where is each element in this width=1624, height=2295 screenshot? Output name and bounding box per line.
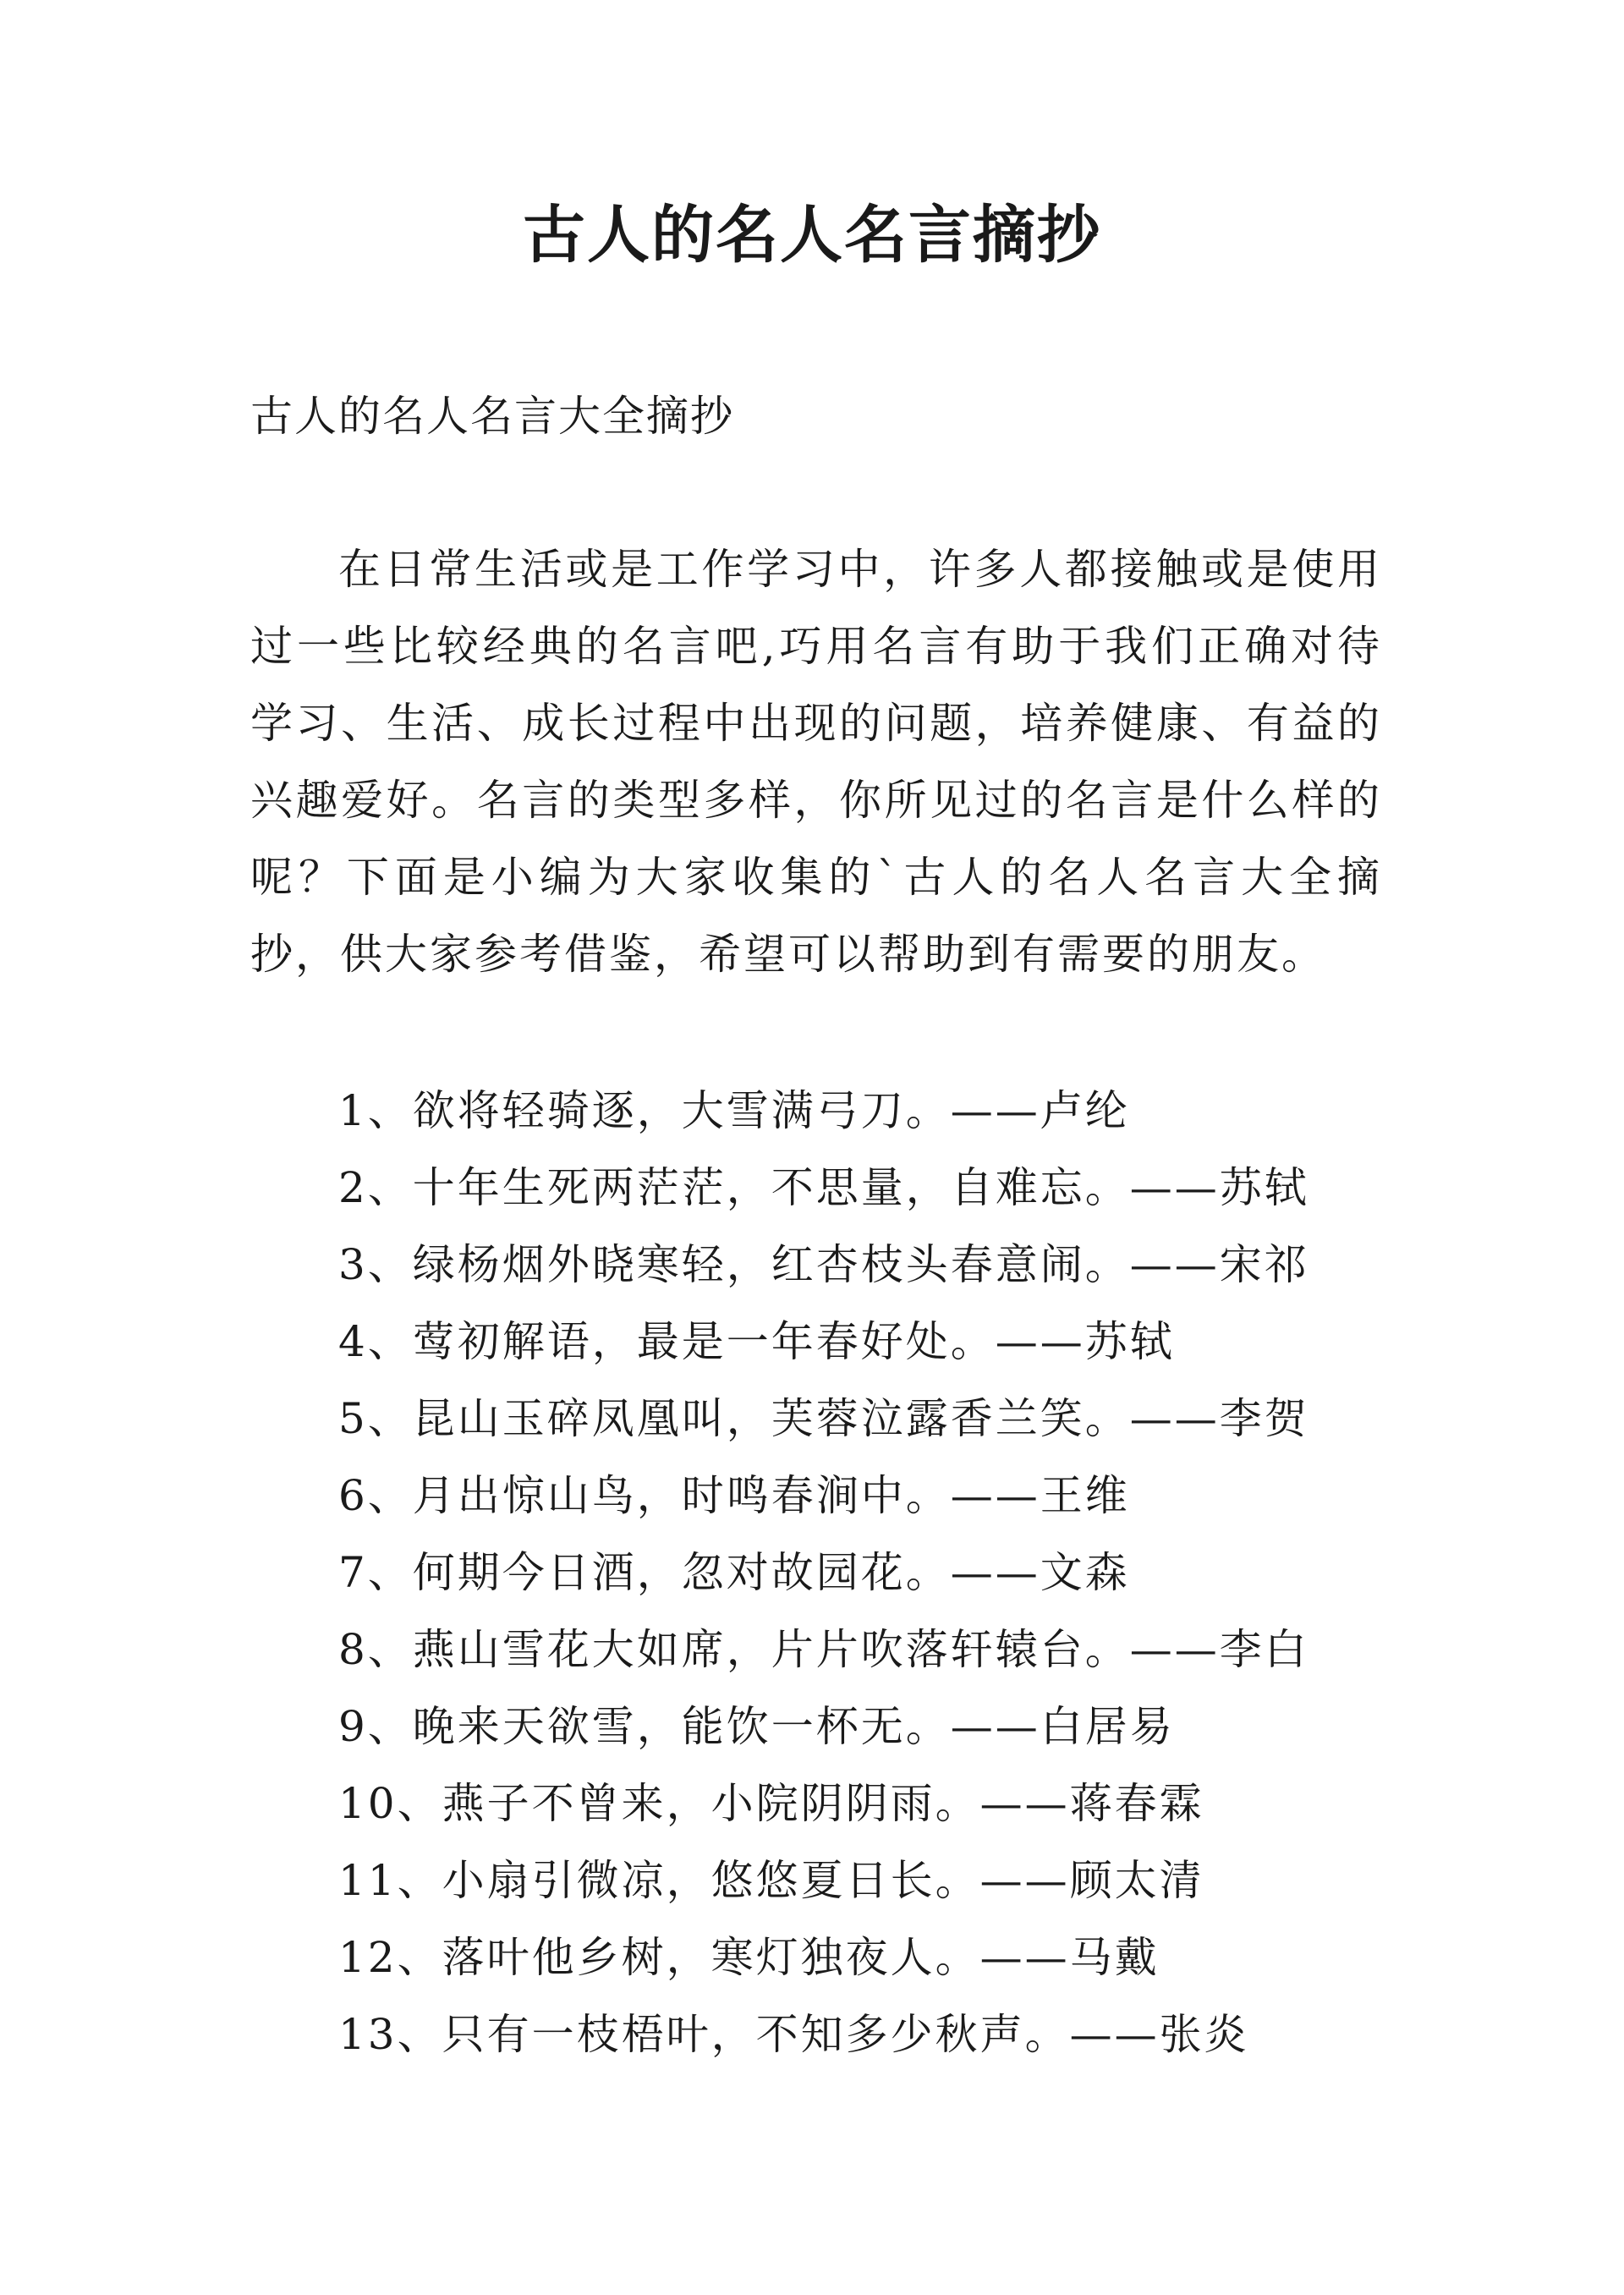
quote-item-10: 10、燕子不曾来，小院阴阴雨。——蒋春霖 xyxy=(338,1779,1204,1828)
document-title: 古人的名人名言摘抄 xyxy=(523,199,1101,272)
document-subtitle: 古人的名人名言大全摘抄 xyxy=(250,392,734,441)
quote-item-12: 12、落叶他乡树，寒灯独夜人。——马戴 xyxy=(338,1933,1160,1982)
quote-item-11: 11、小扇引微凉，悠悠夏日长。——顾太清 xyxy=(338,1856,1204,1905)
quote-item-9: 9、晚来天欲雪，能饮一杯无。——白居易 xyxy=(338,1702,1175,1751)
quote-item-7: 7、何期今日酒，忽对故园花。——文森 xyxy=(338,1548,1130,1597)
quote-item-4: 4、莺初解语，最是一年春好处。——苏轼 xyxy=(338,1317,1175,1366)
quote-item-13: 13、只有一枝梧叶，不知多少秋声。——张炎 xyxy=(338,2010,1249,2059)
quote-item-2: 2、十年生死两茫茫，不思量，自难忘。——苏轼 xyxy=(338,1163,1309,1212)
intro-paragraph: 在日常生活或是工作学习中，许多人都接触或是使用过一些比较经典的名言吧,巧用名言有助于我们正确对待学习、生活、成长过程中出现的问题，培养健康、有益的兴趣爱好。名言的类型多样，你所见过的名言是什么样的呢？下面是小编为大家收集的`古人的名人名言大全摘抄，供大家参考借鉴，希望可以帮助到有需要的朋友。 xyxy=(250,545,1382,979)
quote-item-3: 3、绿杨烟外晓寒轻，红杏枝头春意闹。——宋祁 xyxy=(338,1240,1309,1289)
quote-item-1: 1、欲将轻骑逐，大雪满弓刀。——卢纶 xyxy=(338,1086,1130,1135)
quote-item-8: 8、燕山雪花大如席，片片吹落轩辕台。——李白 xyxy=(338,1625,1309,1674)
quote-list xyxy=(338,1073,1438,2073)
quote-item-6: 6、月出惊山鸟，时鸣春涧中。——王维 xyxy=(338,1471,1130,1520)
quote-item-5: 5、昆山玉碎凤凰叫，芙蓉泣露香兰笑。——李贺 xyxy=(338,1394,1309,1443)
